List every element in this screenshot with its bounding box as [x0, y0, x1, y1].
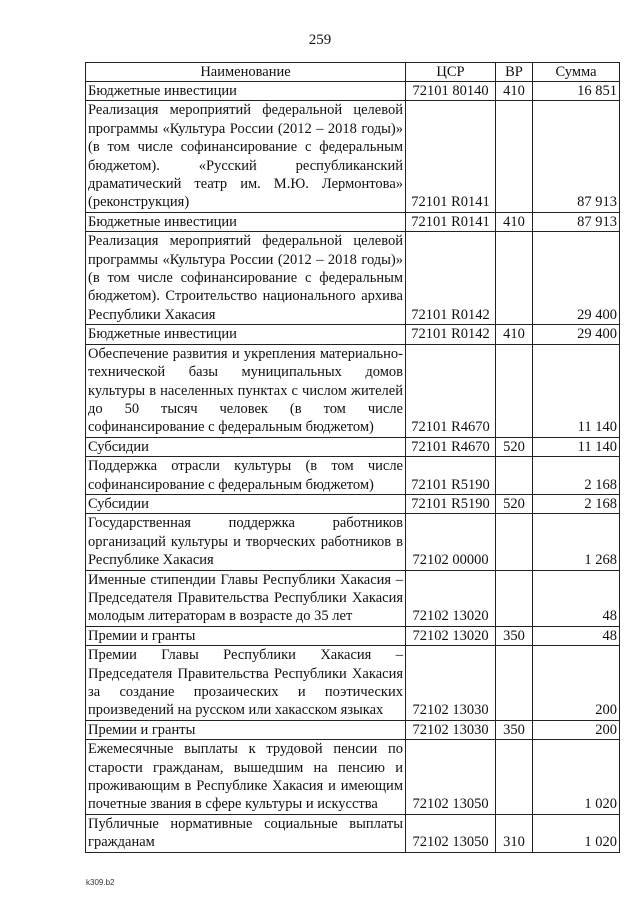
- row-sum: 16 851: [533, 82, 620, 101]
- column-header-name: Наименование: [86, 63, 406, 82]
- column-header-vr: ВР: [496, 63, 533, 82]
- row-sum: 29 400: [533, 232, 620, 325]
- row-csr: 72101 R4670: [406, 344, 496, 437]
- row-sum: 29 400: [533, 325, 620, 344]
- row-vr: [496, 457, 533, 495]
- table-row: [86, 814, 620, 852]
- column-header-sum: Сумма: [533, 63, 620, 82]
- row-sum: 1 268: [533, 514, 620, 570]
- table-row: [86, 740, 620, 815]
- table-row: [86, 101, 620, 212]
- row-sum: 1 020: [533, 740, 620, 815]
- table-row: [86, 720, 620, 739]
- row-name: Государственная поддержка работников организаций культуры и творческих работников в Республике Хакасия: [86, 514, 406, 570]
- row-csr: 72102 13020: [406, 626, 496, 645]
- row-sum: 11 140: [533, 437, 620, 456]
- table-row: [86, 212, 620, 231]
- row-sum: 200: [533, 720, 620, 739]
- row-name: Субсидии: [86, 437, 406, 456]
- row-vr: 410: [496, 212, 533, 231]
- row-sum: 48: [533, 626, 620, 645]
- row-sum: 48: [533, 570, 620, 626]
- table-row: [86, 514, 620, 570]
- row-csr: 72101 R0141: [406, 101, 496, 212]
- row-sum: 11 140: [533, 344, 620, 437]
- row-name: Ежемесячные выплаты к трудовой пенсии по старости гражданам, вышедшим на пенсию и проживающим в Республике Хакасия и имеющим почетные звания в сфере культуры и искусства: [86, 740, 406, 815]
- row-sum: 2 168: [533, 457, 620, 495]
- row-csr: 72101 R0142: [406, 325, 496, 344]
- row-name: Реализация мероприятий федеральной целевой программы «Культура России (2012 – 2018 годы)» (в том числе софинансирование с федеральным бюджетом). «Русский республиканский драматический театр им. М.Ю. Лермонтова» (реконструкция): [86, 101, 406, 212]
- row-sum: 87 913: [533, 101, 620, 212]
- row-vr: [496, 740, 533, 815]
- row-sum: 2 168: [533, 494, 620, 513]
- row-name: Поддержка отрасли культуры (в том числе софинансирование с федеральным бюджетом): [86, 457, 406, 495]
- row-sum: 200: [533, 646, 620, 721]
- table-row: [86, 457, 620, 495]
- table-row: [86, 82, 620, 101]
- table-row: [86, 344, 620, 437]
- row-name: Именные стипендии Главы Республики Хакасия – Председателя Правительства Республики Хакасия молодым литераторам в возрасте до 35 лет: [86, 570, 406, 626]
- row-name: Бюджетные инвестиции: [86, 82, 406, 101]
- row-vr: [496, 646, 533, 721]
- row-csr: 72102 13030: [406, 720, 496, 739]
- row-vr: 520: [496, 437, 533, 456]
- row-vr: [496, 344, 533, 437]
- row-csr: 72102 00000: [406, 514, 496, 570]
- row-name: Премии и гранты: [86, 626, 406, 645]
- row-vr: 520: [496, 494, 533, 513]
- row-csr: 72101 R4670: [406, 437, 496, 456]
- table-row: [86, 646, 620, 721]
- row-sum: 1 020: [533, 814, 620, 852]
- table-body: [86, 82, 620, 853]
- row-name: Субсидии: [86, 494, 406, 513]
- row-name: Премии и гранты: [86, 720, 406, 739]
- row-vr: [496, 570, 533, 626]
- row-vr: 410: [496, 325, 533, 344]
- row-csr: 72102 13020: [406, 570, 496, 626]
- table-row: [86, 232, 620, 325]
- row-csr: 72101 80140: [406, 82, 496, 101]
- table-header-row: [86, 63, 620, 82]
- row-vr: [496, 232, 533, 325]
- row-vr: 350: [496, 720, 533, 739]
- row-csr: 72101 R0141: [406, 212, 496, 231]
- row-vr: 410: [496, 82, 533, 101]
- row-csr: 72101 R5190: [406, 457, 496, 495]
- row-name: Бюджетные инвестиции: [86, 325, 406, 344]
- row-sum: 87 913: [533, 212, 620, 231]
- row-csr: 72102 13050: [406, 740, 496, 815]
- row-name: Бюджетные инвестиции: [86, 212, 406, 231]
- row-csr: 72101 R5190: [406, 494, 496, 513]
- row-name: Обеспечение развития и укрепления материально-технической базы муниципальных домов культуры в населенных пунктах с числом жителей до 50 тысяч человек (в том числе софинансирование с федеральным бюджетом): [86, 344, 406, 437]
- footer-mark: k309.b2: [86, 878, 115, 887]
- row-vr: [496, 101, 533, 212]
- column-header-csr: ЦСР: [406, 63, 496, 82]
- table-row: [86, 325, 620, 344]
- table-row: [86, 626, 620, 645]
- table-row: [86, 494, 620, 513]
- table-row: [86, 570, 620, 626]
- row-vr: [496, 514, 533, 570]
- row-vr: 310: [496, 814, 533, 852]
- row-csr: 72102 13050: [406, 814, 496, 852]
- table-row: [86, 437, 620, 456]
- budget-table: [85, 62, 620, 853]
- row-name: Реализация мероприятий федеральной целевой программы «Культура России (2012 – 2018 годы)» (в том числе софинансирование с федеральным бюджетом). Строительство национального архива Республики Хакасия: [86, 232, 406, 325]
- row-vr: 350: [496, 626, 533, 645]
- row-csr: 72102 13030: [406, 646, 496, 721]
- row-name: Публичные нормативные социальные выплаты гражданам: [86, 814, 406, 852]
- page-number: 259: [308, 32, 332, 48]
- row-name: Премии Главы Республики Хакасия – Председателя Правительства Республики Хакасия за создание прозаических и поэтических произведений на русском или хакасском языках: [86, 646, 406, 721]
- row-csr: 72101 R0142: [406, 232, 496, 325]
